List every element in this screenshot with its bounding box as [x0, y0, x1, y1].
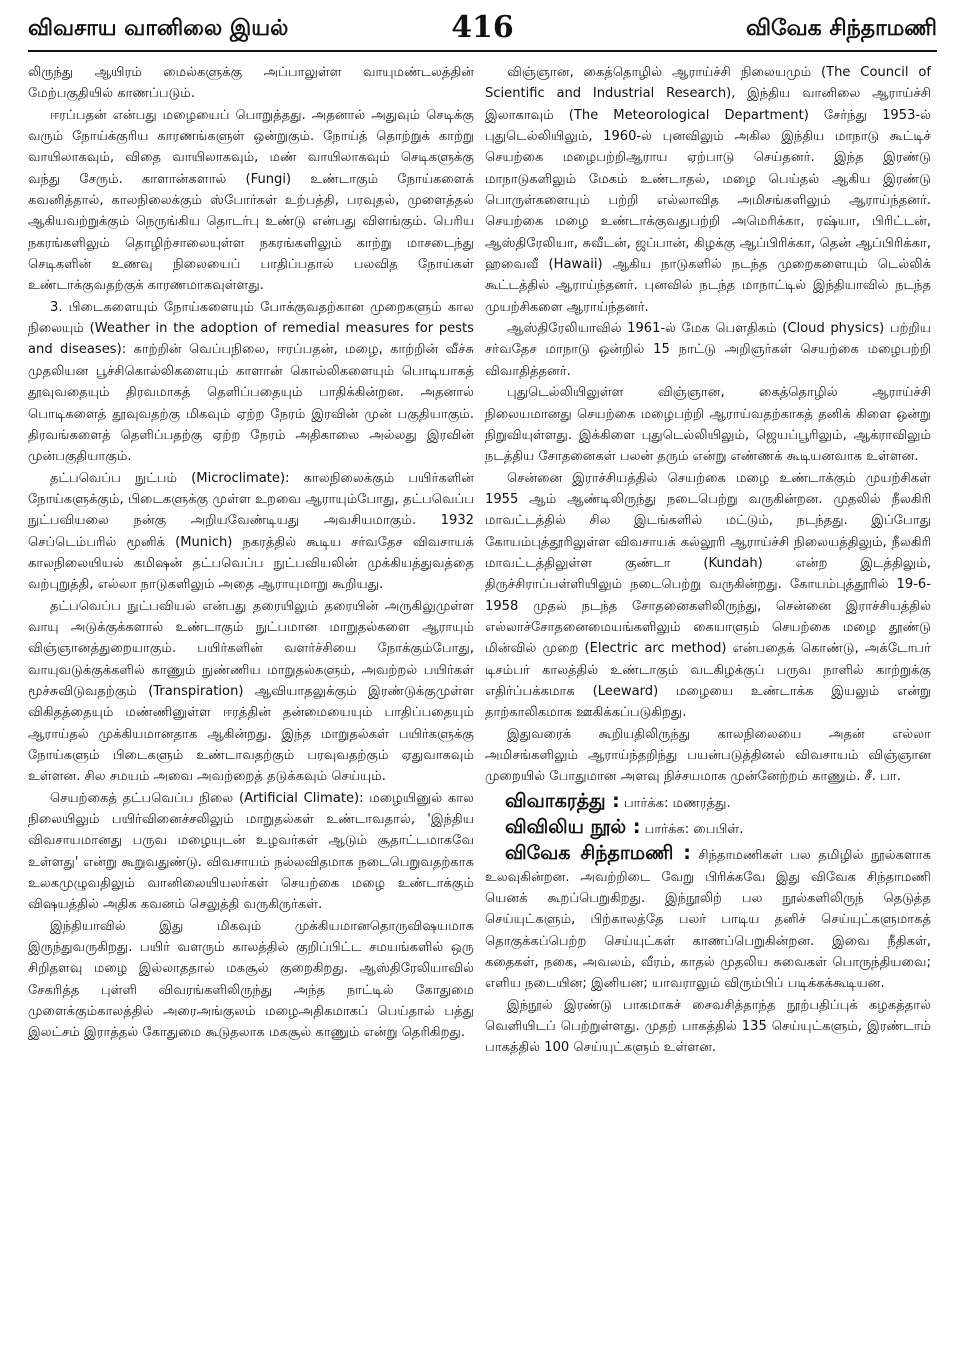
entry-title: விவாகரத்து :	[505, 789, 620, 812]
paragraph: தட்பவெப்ப நுட்பம் (Microclimate): காலநிலைக்கும் பயிர்களின் நோய்களுக்கும், பிடைகளுக்கு முள்ள உறவை ஆராயும்போது, தட்பவெப்ப நுட்பவியலை நன்கு அறியவேண்டியது அவசியமாகும். 1932 செப்டெம்பரில் மூனிக் (Munich) நகரத்தில் கூடிய சர்வதேச விவசாயக் காலநிலையியல் கமிஷன் தட்பவெப்ப நுட்பவியலின் முக்கியத்துவத்தை வற்புறுத்தி, எல்லா நாடுகளிலும் அதை ஆராயுமாறு கூறியது.	[28, 470, 474, 593]
paragraph: இந்நூல் இரண்டு பாகமாகச் சைவசித்தாந்த நூற்பதிப்புக் கழகத்தால் வெளியிடப் பெற்றுள்ளது. முதற் பாகத்தில் 135 செய்யுட்களும், இரண்டாம் பாகத்தில் 100 செய்யுட்களும் உள்ளன.	[485, 997, 931, 1056]
page-number: 416	[451, 10, 514, 45]
paragraph: ஆஸ்திரேலியாவில் 1961-ல் மேக பௌதிகம் (Cloud physics) பற்றிய சர்வதேச மாநாடு ஒன்றில் 15 நாட்டு அறிஞர்கள் செயற்கை மழைபற்றி விவாதித்தனர்.	[485, 321, 931, 379]
entry-cross-reference: பார்க்க: மணரத்து.	[623, 795, 731, 811]
header-section-title: விவசாய வானிலை இயல்	[28, 16, 289, 41]
entry-divorce	[485, 791, 931, 814]
entry-vivega-chinthamani	[485, 843, 931, 994]
paragraph: சென்னை இராச்சியத்தில் செயற்கை மழை உண்டாக்கும் முயற்சிகள் 1955 ஆம் ஆண்டிலிருந்து நடைபெற்று வருகின்றன. முதலில் நீலகிரி மாவட்டத்தில் சில இடங்களில் மட்டும், நடந்தது. இப்போது கோயம்புத்தூரிலுள்ள விவசாயக் கல்லூரி ஆராய்ச்சி நிலையத்திலும், நீலகிரி மாவட்டத்திலுள்ள குண்டா (Kundah) என்ற இடத்திலும், திருச்சிராப்பள்ளியிலும் நடைபெற்று வருகின்றது. கோயம்புத்தூரில் 19-6-1958 முதல் நடந்த சோதனைகளிலிருந்து, சென்னை இராச்சியத்தில் எல்லாச்சோதனைமையங்களிலும் கையாளும் செயற்கை மழை தூண்டு மின்வில் முறை (Electric arc method) என்பதைக் கொண்டு, அக்டோபர் டிசம்பர் காலத்தில் உண்டாகும் வடகிழக்குப் பருவ நாளில் காற்றுக்கு எதிர்ப்பக்கமாக (Leeward) மழையை உண்டாக்க இயலும் என்று தாற்காலிகமாக ஊகிக்கப்படுகிறது.	[485, 470, 931, 721]
left-column	[28, 62, 474, 1348]
right-column	[485, 62, 931, 1348]
entry-title: விவிலிய நூல் :	[505, 816, 641, 839]
entry-bible	[485, 817, 931, 840]
header-entry-title: விவேக சிந்தாமணி	[745, 16, 937, 41]
entry-title: விவேக சிந்தாமணி :	[505, 842, 691, 865]
paragraph: சிந்தாமணிகள் பல தமிழில் நூல்களாக உலவுகின்றன. அவற்றிடை வேறு பிரிக்கவே இது விவேக சிந்தாமணி யெனக் கூறப்பெறுகிறது. இந்நூலிற் பல நூல்களிலிருந் தெடுத்த செய்யுட்களும், பிற்காலத்தே பலர் பாடிய தனிச் செய்யுட்களுமாகத் தொகுக்கப்பெற்ற செய்யுட்கள் காணப்பெறுகின்றன. இவை நீதிகள், கதைகள், நகை, அவலம், வீரம், காதல் முதலிய சுவைகள் பொருந்தியவை; எளிய நடையின; இனியன; யாவராலும் விரும்பிப் படிக்கக்கூடியன.	[485, 848, 931, 992]
paragraph: இந்தியாவில் இது மிகவும் முக்கியமானதொருவிஷயமாக இருந்துவருகிறது. பயிர் வளரும் காலத்தில் குறிப்பிட்ட சமயங்களில் ஒரு சிறிதளவு மழை இல்லாததால் மகசூல் குறைகிறது. ஆஸ்திரேலியாவில் சேகரித்த புள்ளி விவரங்களிலிருந்து அந்த நாட்டில் கோதுமை முளைக்கும்காலத்தில் அரைஅங்குலம் மழைஅதிகமாகப் பெய்தால் பத்து இலட்சம் இராத்தல் கோதுமை கூடுதலாக மகசூல் காணும் என்று தெரிகிறது.	[28, 918, 474, 1041]
paragraph: புதுடெல்லியிலுள்ள விஞ்ஞான, கைத்தொழில் ஆராய்ச்சி நிலையமானது செயற்கை மழைபற்றி ஆராய்வதற்காகத் தனிக் கிளை ஒன்று நிறுவியுள்ளது. இக்கிளை புதுடெல்லியிலும், ஜெயப்பூரிலும், ஆக்ராவிலும் நடத்திய சோதனைகள் பலன் தரும் என்று எண்ணக் கூடியனவாக உள்ளன.	[485, 385, 931, 465]
paragraph: தட்பவெப்ப நுட்பவியல் என்பது தரையிலும் தரையின் அருகிலுமுள்ள வாயு அடுக்குக்களால் உண்டாகும் நுட்பமான மாறுதல்களை ஆராயும் விஞ்ஞானத்துறையாகும். பயிர்களின் வளர்ச்சியை நோக்கும்போது, வாயுவடுக்குக்களில் காணும் நுண்ணிய மாறுதல்களும், அவற்றல் பயிர்கள் மூச்சுவிடுவதற்கும் (Transpiration) ஆவியாதலுக்கும் இரண்டுக்குமுள்ள விகிதத்தையும் மண்ணினுள்ள ஈரத்தின் தன்மையையும் பாதிப்பதையும் ஆராய்தல் முக்கியமானதாக ஆகின்றது. இந்த மாறுதல்கள் பயிர்களுக்கு நோய்களும் பிடைகளும் உண்டாவதற்கும் பரவுவதற்கும் ஏதுவாகவும் உள்ளன. சில சமயம் அவை அவற்றைத் தடுக்கவும் செய்யும்.	[28, 598, 474, 785]
paragraph: 3. பிடைகளையும் நோய்களையும் போக்குவதற்கான முறைகளும் கால நிலையும் (Weather in the adoption of remedial measures for pests and diseases): காற்றின் வெப்பநிலை, ஈரப்பதன், மழை, காற்றின் வீச்சு முதலியன பூச்சிகொல்லிகளையும் காளான் கொல்லிகளையும் பொடியாகத் தூவுவதையும் திரவமாகத் தெளிப்பதையும் பாதிக்கின்றன. அதனால் பொடிகளைத் தூவுவதற்கு மிகவும் ஏற்ற நேரம் இரவின் முன் பகுதியாகும். திரவங்களைத் தெளிப்பதற்கு ஏற்ற நேரம் அதிகாலை அல்லது இரவின் முன்பகுதியாகும்.	[28, 299, 474, 465]
paragraph: லிருந்து ஆயிரம் மைல்களுக்கு அப்பாலுள்ள வாயுமண்டலத்தின் மேற்பகுதியில் காணப்படும்.	[28, 65, 474, 102]
paragraph: இதுவரைக் கூறியதிலிருந்து காலநிலையை அதன் எல்லா அமிசங்களிலும் ஆராய்ந்தறிந்து பயன்படுத்தினல் விவசாயம் விஞ்ஞான முறையில் போதுமான அளவு நிச்சயமாக முன்னேற்றம் காணும். சீ. பா.	[485, 726, 931, 785]
entry-cross-reference: பார்க்க: பைபிள்.	[644, 822, 744, 838]
paragraph: ஈரப்பதன் என்பது மழையைப் பொறுத்தது. அதனால் அதுவும் செடிக்கு வரும் நோய்க்குரிய காரணங்களுள் ஒன்றுகும். நோய்த் தொற்றுக் காற்று வாயிலாகவும், விதை வாயிலாகவும், மண் வாயிலாகவும் செடிகளுக்கு வந்து சேரும். காளான்களால் (Fungi) உண்டாகும் நோய்களைக் கவனித்தால், காலநிலைக்கும் ஸ்போர்கள் உற்பத்தி, பரவுதல், முளைத்தல் ஆகியவற்றுக்கும் நெருங்கிய தொடர்பு உண்டு என்பது விளங்கும். பெரிய நகரங்களிலும் தொழிற்சாலையுள்ள நகரங்களிலும் காற்று மாசடைந்து செடிகளின் உணவு நிலையைப் பாதிப்பதால் பலவித நோய்கள் உண்டாக்குவதற்குக் காரணமாகவுள்ளது.	[28, 107, 474, 294]
page-header	[28, 10, 937, 52]
paragraph: செயற்கைத் தட்பவெப்ப நிலை (Artificial Climate): மழையினுல் கால நிலையிலும் பயிர்வினைச்சலிலும் மாறுதல்கள் உண்டாவதால், 'இந்திய விவசாயமானது பருவ மழையுடன் உழவர்கள் ஆடும் சூதாட்டமாகவே உள்ளது' என்று கூறுவதுண்டு. விவசாயம் நல்லவிதமாக நடைபெறுவதற்காக உலகமுழுவதிலும் வானிலையியலர்கள் செயற்கை மழை உண்டாக்கும் விஷயத்தில் அதிக கவனம் செலுத்தி வருகிருர்கள்.	[28, 790, 474, 913]
paragraph: விஞ்ஞான, கைத்தொழில் ஆராய்ச்சி நிலையமும் (The Council of Scientific and Industrial Research), இந்திய வானிலை ஆராய்ச்சி இலாகாவும் (The Meteorological Department) சேர்ந்து 1953-ல் புதுடெல்லியிலும், 1960-ல் புனவிலும் அகில இந்திய மாநாடு கூட்டிச் செயற்கை மழைபற்றிஆராய ஏற்பாடு செய்தனர். இந்த இரண்டு மாநாடுகளிலும் மேகம் உண்டாதல், மழை பெய்தல் ஆகிய இரண்டு பொருள்களையும் பற்றி எல்லாவித அமிசங்களிலும் ஆராய்ந்தனர். செயற்கை மழை உண்டாக்குவதுபற்றி அமெரிக்கா, ரஷ்யா, பிரிட்டன், ஆஸ்திரேலியா, சுவீடன், ஜப்பான், கிழக்கு ஆப்பிரிக்கா, தென் ஆப்பிரிக்கா, ஹவைவீ (Hawaii) ஆகிய நாடுகளில் நடந்த முறைகளையும் டெல்லிக் கூட்டத்தில் ஆராய்ந்தனர். புனவில் நடந்த மாநாட்டில் இந்தியாவில் நடந்த முயற்சிகளை ஆராய்ந்தனர்.	[485, 65, 931, 315]
